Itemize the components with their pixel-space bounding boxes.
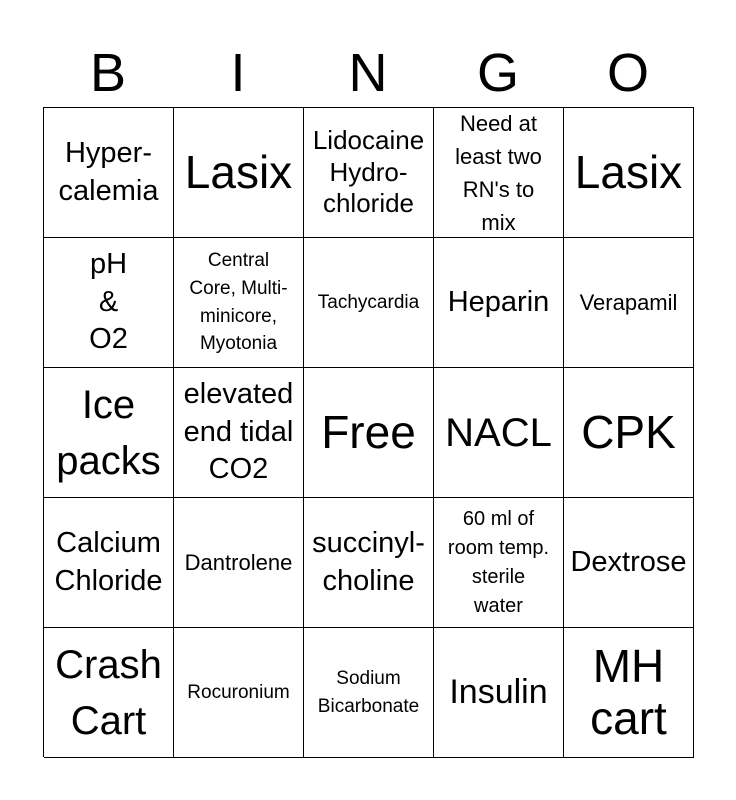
bingo-cell-r2c5[interactable] [564, 238, 694, 368]
cell-text: Lidocaine Hydro- chloride [312, 124, 425, 219]
bingo-cell-r1c4[interactable] [434, 108, 564, 238]
header-letter-n: N [348, 43, 388, 103]
bingo-cell-r2c4[interactable] [434, 238, 564, 368]
bingo-cell-r3c3[interactable] [304, 368, 434, 498]
cell-text: Central Core, Multi- minicore, Myotonia [189, 250, 288, 355]
bingo-card-grid [43, 107, 694, 757]
bingo-cell-r5c2[interactable] [174, 628, 304, 758]
bingo-cell-r4c4[interactable] [434, 498, 564, 628]
cell-text: Rocuronium [187, 681, 290, 703]
cell-text: Sodium Bicarbonate [317, 667, 420, 717]
cell-text: Verapamil [579, 290, 678, 315]
cell-text: Lasix [184, 145, 293, 198]
cell-text: Free [321, 405, 416, 458]
bingo-cell-r4c3[interactable] [304, 498, 434, 628]
cell-text: pH & O2 [89, 247, 128, 356]
cell-text: Dantrolene [184, 550, 293, 575]
bingo-cell-r1c2[interactable] [174, 108, 304, 238]
bingo-cell-r2c2[interactable] [174, 238, 304, 368]
cell-text: Heparin [447, 285, 550, 318]
bingo-header [43, 38, 693, 108]
cell-text: Crash Cart [55, 642, 162, 743]
bingo-cell-r1c5[interactable] [564, 108, 694, 238]
bingo-cell-r1c1[interactable] [44, 108, 174, 238]
bingo-cell-r5c1[interactable] [44, 628, 174, 758]
cell-text: Insulin [449, 672, 548, 711]
cell-text: Need at least two RN's to mix [455, 110, 542, 235]
bingo-cell-r4c5[interactable] [564, 498, 694, 628]
cell-text: Calcium Chloride [54, 526, 163, 597]
header-letter-b: B [89, 43, 127, 103]
cell-text: Tachycardia [317, 291, 420, 313]
header-letter-i: I [230, 43, 246, 103]
bingo-cell-r3c4[interactable] [434, 368, 564, 498]
bingo-cell-r1c3[interactable] [304, 108, 434, 238]
cell-text: 60 ml of room temp. sterile water [447, 507, 550, 617]
cell-text: succinyl- choline [312, 526, 425, 597]
header-letter-o: O [606, 43, 649, 103]
bingo-cell-r4c1[interactable] [44, 498, 174, 628]
bingo-cell-r5c4[interactable] [434, 628, 564, 758]
bingo-cell-r2c3[interactable] [304, 238, 434, 368]
cell-text: Lasix [574, 145, 683, 198]
cell-text: MH cart [590, 639, 667, 744]
bingo-cell-r5c3[interactable] [304, 628, 434, 758]
bingo-cell-r5c5[interactable] [564, 628, 694, 758]
cell-text: Ice packs [56, 382, 161, 483]
header-letter-g: G [476, 43, 519, 103]
bingo-cell-r3c2[interactable] [174, 368, 304, 498]
bingo-cell-r3c1[interactable] [44, 368, 174, 498]
bingo-cell-r4c2[interactable] [174, 498, 304, 628]
cell-text: NACL [445, 410, 552, 455]
bingo-cell-r2c1[interactable] [44, 238, 174, 368]
cell-text: CPK [581, 405, 676, 458]
cell-text: Hyper- calemia [58, 136, 159, 207]
bingo-cell-r3c5[interactable] [564, 368, 694, 498]
cell-text: elevated end tidal CO2 [183, 377, 294, 486]
cell-text: Dextrose [570, 545, 687, 578]
